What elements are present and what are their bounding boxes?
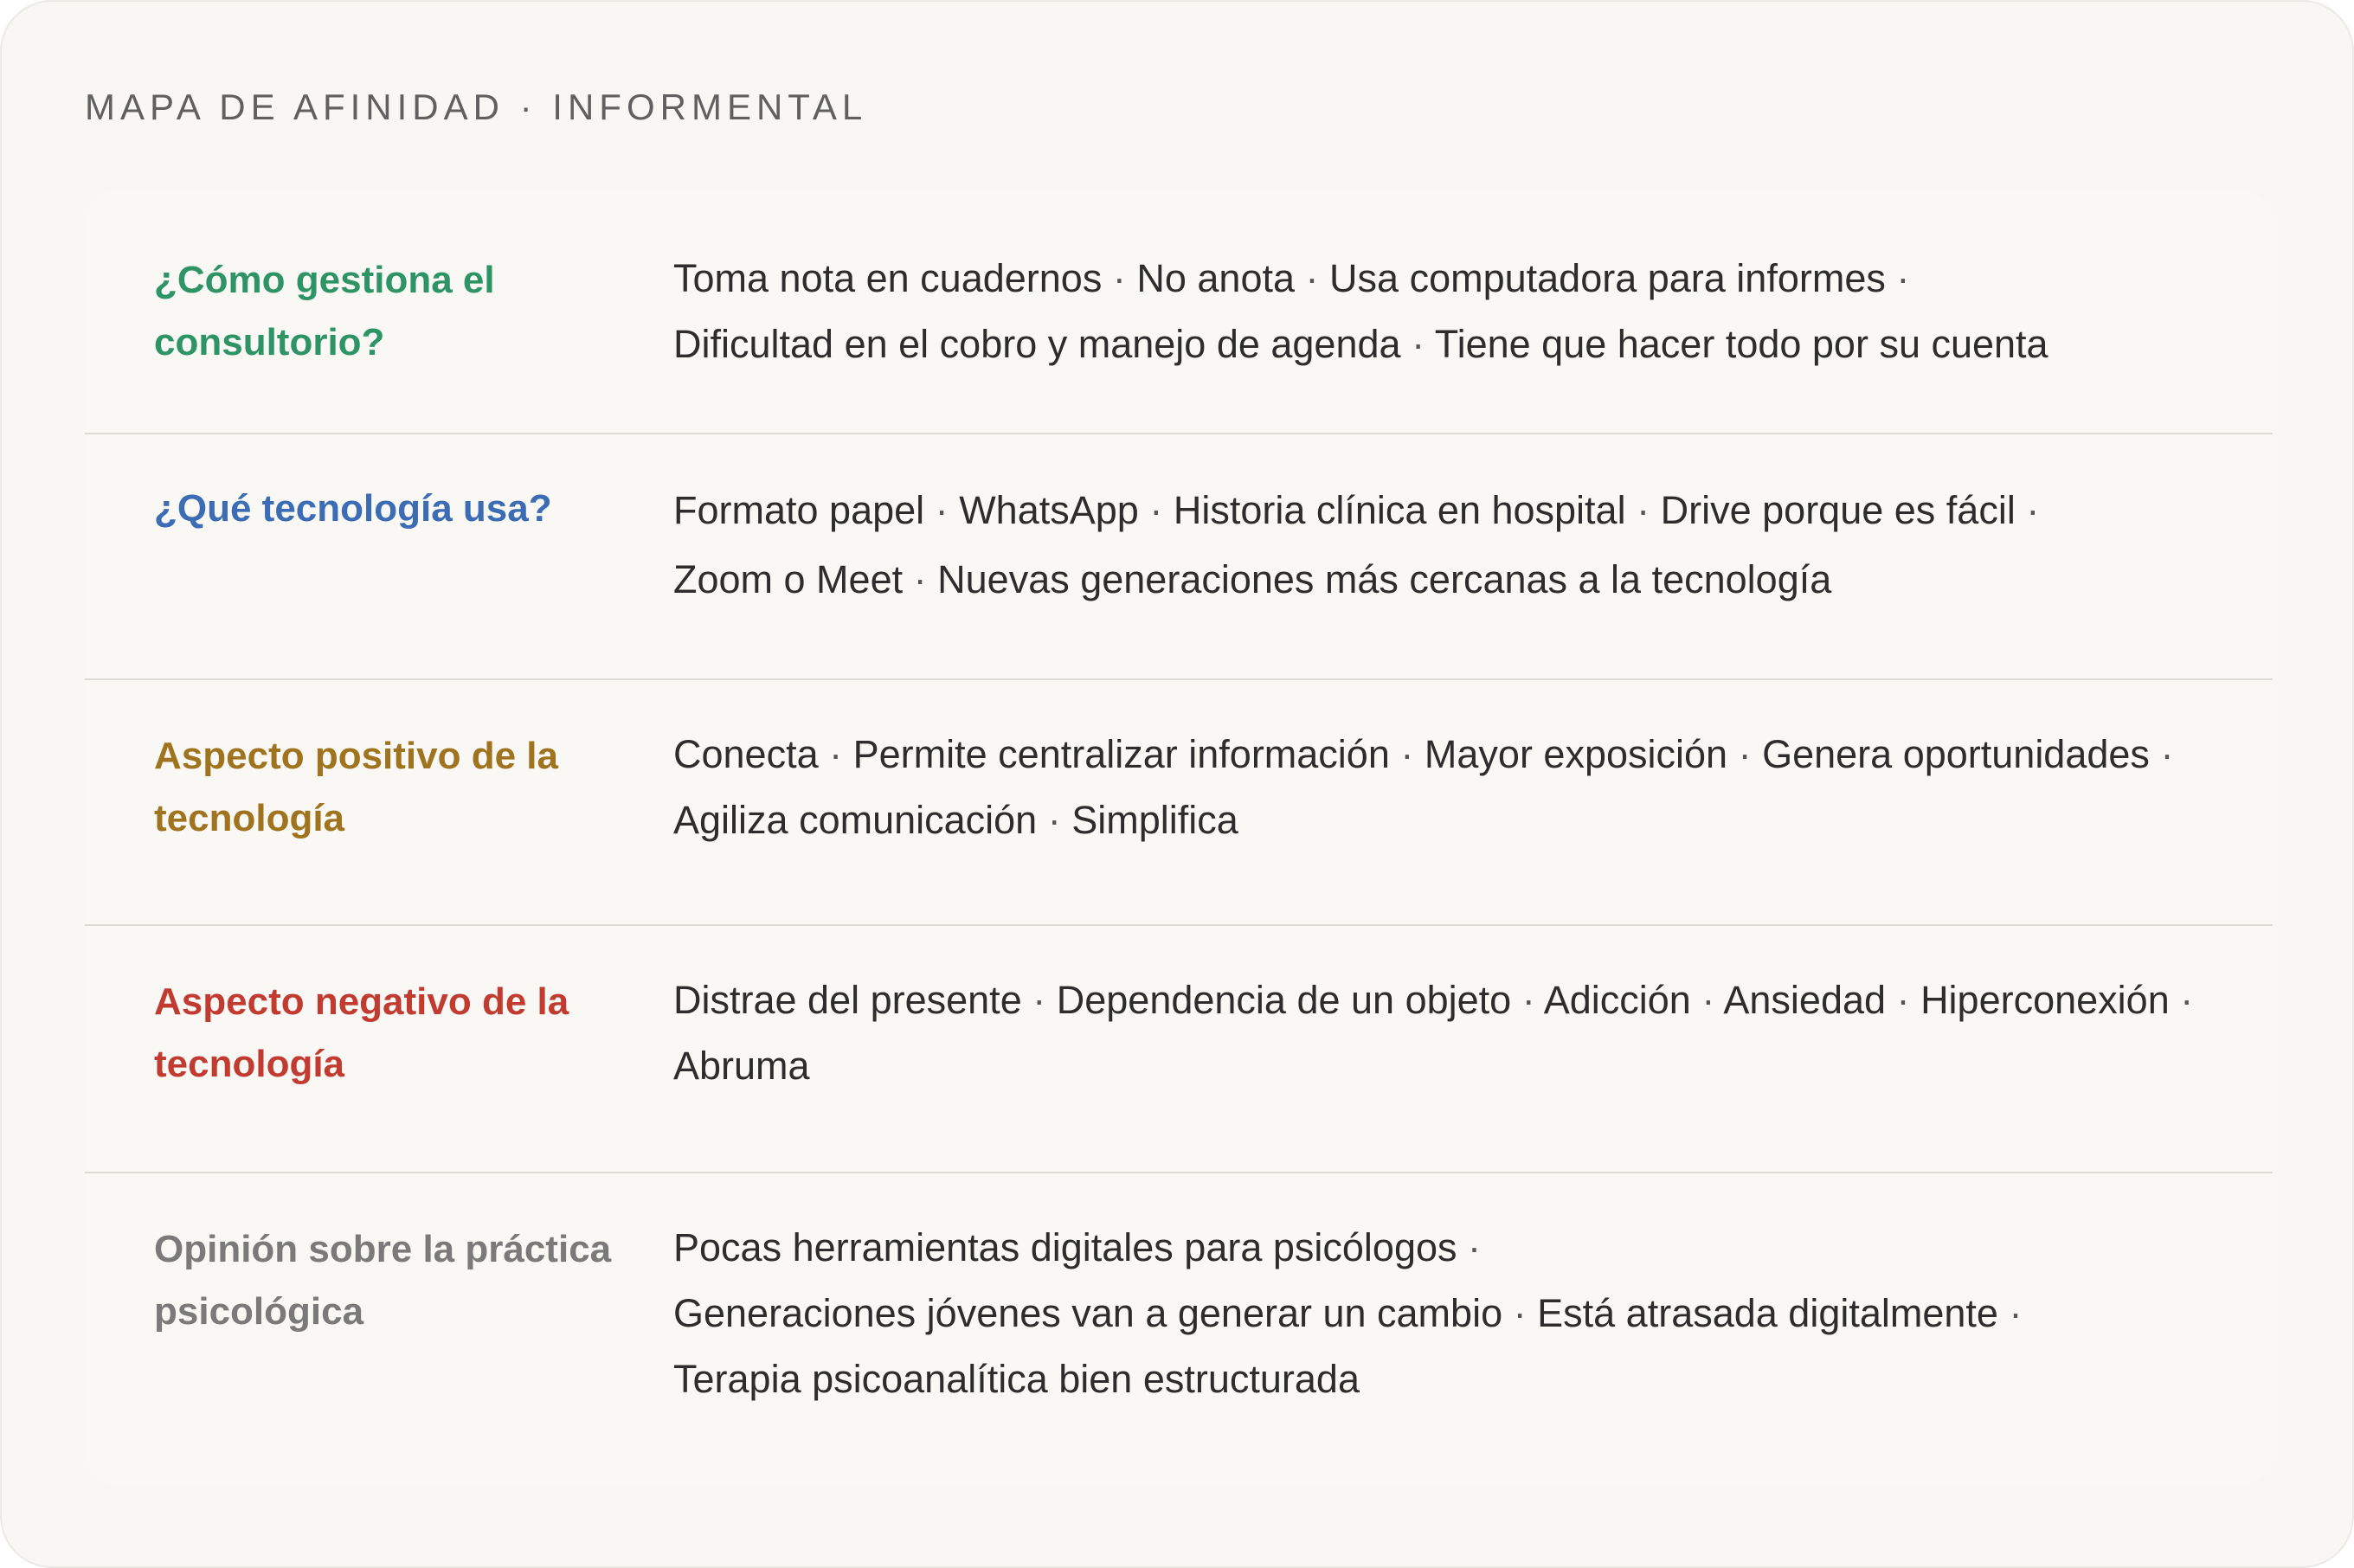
affinity-item: Simplifica — [1071, 798, 1238, 842]
affinity-item: Nuevas generaciones más cercanas a la tecnología — [937, 557, 1832, 601]
affinity-item: Hiperconexión — [1920, 978, 2170, 1022]
affinity-item: Usa computadora para informes — [1329, 256, 1886, 300]
page-title: MAPA DE AFINIDAD · INFORMENTAL — [85, 87, 868, 127]
item-separator: · — [1637, 488, 1650, 532]
affinity-row — [85, 1173, 2273, 1487]
affinity-item: Toma nota en cuadernos — [673, 256, 1103, 300]
row-items — [673, 967, 2214, 1099]
affinity-table — [85, 189, 2273, 1487]
item-separator: · — [1400, 732, 1414, 776]
item-separator: · — [1468, 1225, 1482, 1269]
item-separator: · — [1412, 322, 1425, 366]
item-separator: · — [2026, 488, 2040, 532]
item-separator: · — [1521, 978, 1535, 1022]
item-separator: · — [1513, 1291, 1527, 1335]
row-label: Aspecto positivo de la tecnología — [154, 735, 558, 839]
affinity-item: Ansiedad — [1723, 978, 1887, 1022]
affinity-item: WhatsApp — [959, 488, 1139, 532]
affinity-item: Formato papel — [673, 488, 925, 532]
affinity-item: Dificultad en el cobro y manejo de agenda — [673, 322, 1401, 366]
affinity-item: Terapia psicoanalítica bien estructurada — [673, 1357, 1360, 1401]
affinity-row — [85, 189, 2273, 434]
row-label: ¿Qué tecnología usa? — [154, 487, 552, 530]
affinity-item: Zoom o Meet — [673, 557, 904, 601]
item-separator: · — [1738, 732, 1752, 776]
item-separator: · — [829, 732, 843, 776]
item-separator: · — [1032, 978, 1046, 1022]
row-items — [673, 246, 2214, 377]
row-label: ¿Cómo gestiona el consultorio? — [154, 259, 495, 363]
affinity-item: Distrae del presente — [673, 978, 1022, 1022]
affinity-row — [85, 680, 2273, 926]
item-separator: · — [2009, 1291, 2023, 1335]
affinity-item: Dependencia de un objeto — [1056, 978, 1512, 1022]
affinity-item: Está atrasada digitalmente — [1537, 1291, 1998, 1335]
row-items — [673, 1215, 2214, 1412]
affinity-item: Abruma — [673, 1044, 810, 1088]
item-separator: · — [935, 488, 949, 532]
item-separator: · — [2180, 978, 2194, 1022]
item-separator: · — [1896, 978, 1910, 1022]
row-items — [673, 476, 2214, 614]
row-label: Aspecto negativo de la tecnología — [154, 980, 569, 1085]
affinity-item: Drive porque es fácil — [1660, 488, 2016, 532]
item-separator: · — [1112, 256, 1126, 300]
affinity-row — [85, 434, 2273, 680]
affinity-item: Mayor exposición — [1424, 732, 1728, 776]
affinity-item: Generaciones jóvenes van a generar un cambio — [673, 1291, 1503, 1335]
affinity-item: Agiliza comunicación — [673, 798, 1038, 842]
item-separator: · — [913, 557, 927, 601]
affinity-item: No anota — [1136, 256, 1296, 300]
affinity-item: Genera oportunidades — [1762, 732, 2150, 776]
item-separator: · — [1305, 256, 1319, 300]
affinity-item: Pocas herramientas digitales para psicólogos — [673, 1225, 1457, 1269]
affinity-row — [85, 926, 2273, 1173]
row-items — [673, 722, 2214, 853]
affinity-item: Conecta — [673, 732, 819, 776]
item-separator: · — [1701, 978, 1715, 1022]
affinity-item: Historia clínica en hospital — [1173, 488, 1626, 532]
item-separator: · — [1149, 488, 1163, 532]
item-separator: · — [1047, 798, 1061, 842]
item-separator: · — [1896, 256, 1910, 300]
affinity-item: Adicción — [1543, 978, 1691, 1022]
item-separator: · — [2160, 732, 2174, 776]
affinity-item: Permite centralizar información — [852, 732, 1390, 776]
row-label: Opinión sobre la práctica psicológica — [154, 1228, 612, 1333]
affinity-item: Tiene que hacer todo por su cuenta — [1434, 322, 2048, 366]
